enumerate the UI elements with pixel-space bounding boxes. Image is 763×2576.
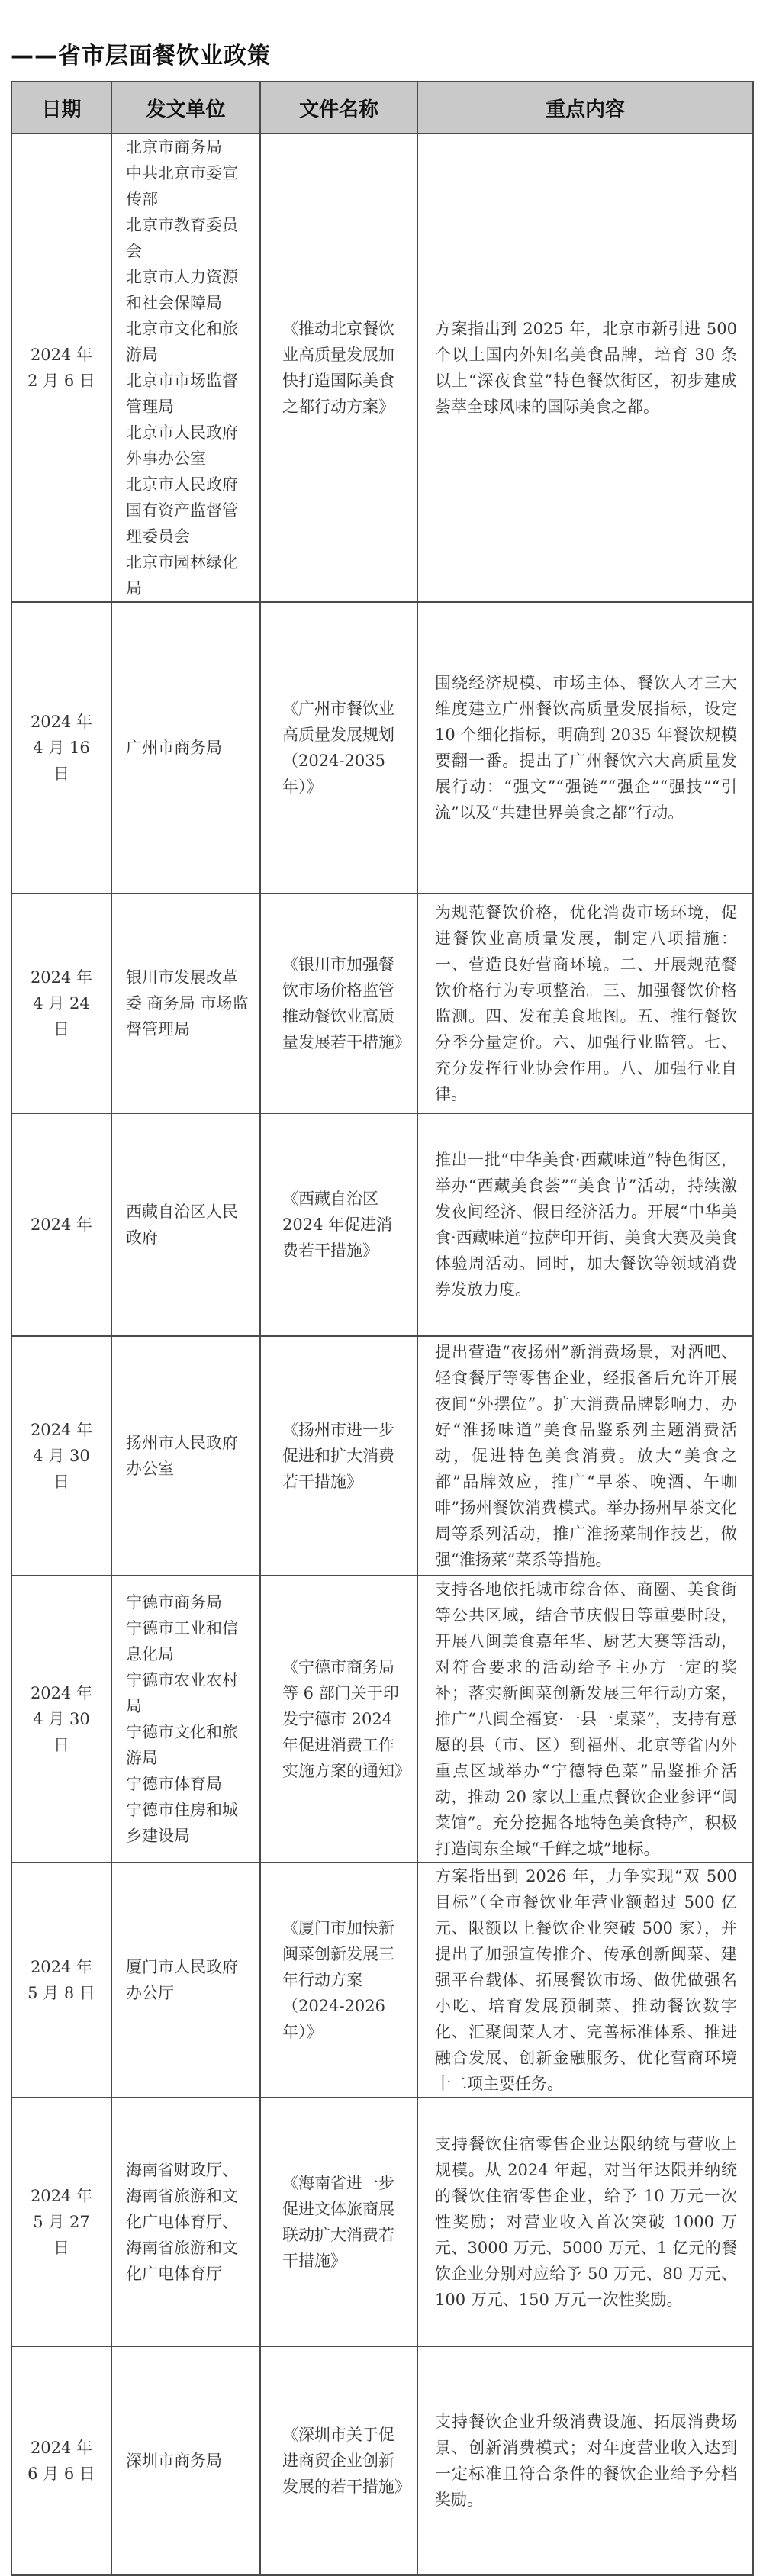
key-content-cell: 为规范餐饮价格，优化消费市场环境，促进餐饮业高质量发展，制定八项措施：一、营造良好营商环境。二、开展规范餐饮价格行为专项整治。三、加强餐饮价格监测。四、发布美食地图。五、推行餐饮分季分量定价。六、加强行业监管。七、充分发挥行业协会作用。八、加强行业自律。: [417, 894, 753, 1113]
issuer-cell: [111, 2098, 260, 2346]
key-content-cell: 支持各地依托城市综合体、商圈、美食街等公共区域，结合节庆假日等重要时段，开展八闽美食嘉年华、厨艺大赛等活动，对符合要求的活动给予主办方一定的奖补；落实新闽菜创新发展三年行动方案，推广“八闽全福宴·一县一桌菜”，支持有意愿的县（市、区）到福州、北京等省内外重点区域举办“宁德特色菜”品鉴推介活动，推动 20 家以上重点餐饮企业参评“闽菜馆”。充分挖掘各地特色美食特产，积极打造闽东全域“千鲜之城”地标。: [417, 1576, 753, 1863]
date-cell: 2024 年: [11, 1113, 111, 1336]
issuer-name: 宁德市商务局: [126, 1593, 222, 1612]
date-cell: 2024 年 4 月 16 日: [11, 602, 111, 894]
issuer-name: 宁德市农业农村局: [126, 1671, 238, 1715]
table-row: [11, 894, 753, 1113]
document-title-cell: 《扬州市进一步促进和扩大消费若干措施》: [260, 1336, 417, 1576]
date-cell: 2024 年 4 月 30 日: [11, 1336, 111, 1576]
table-row: [11, 1113, 753, 1336]
issuer-name: 银川市发展改革委 商务局 市场监督管理局: [126, 968, 249, 1038]
table-body: [11, 134, 753, 2575]
issuer-name: 宁德市住房和城乡建设局: [126, 1801, 238, 1845]
key-content-cell: 方案指出到 2025 年，北京市新引进 500 个以上国内外知名美食品牌，培育 30 条以上“深夜食堂”特色餐饮街区，初步建成荟萃全球风味的国际美食之都。: [417, 134, 753, 602]
issuer-name: 北京市文化和旅游局: [126, 320, 238, 364]
issuer-name: 北京市教育委员会: [126, 216, 238, 260]
key-content-cell: 支持餐饮企业升级消费设施、拓展消费场景、创新消费模式；对年度营业收入达到一定标准且符合条件的餐饮企业给予分档奖励。: [417, 2346, 753, 2575]
document-title-cell: 《推动北京餐饮业高质量发展加快打造国际美食之都行动方案》: [260, 134, 417, 602]
issuer-cell: [111, 1863, 260, 2098]
date-cell: 2024 年 2 月 6 日: [11, 134, 111, 602]
policy-table: [11, 81, 754, 2576]
key-content-cell: 支持餐饮住宿零售企业达限纳统与营收上规模。从 2024 年起，对当年达限并纳统的餐饮住宿零售企业，给予 10 万元一次性奖励；对营业收入首次突破 1000 万元、3000 万元、5000 万元、1 亿元的餐饮企业分别对应给予 50 万元、80 万元、100 万元、150 万元一次性奖励。: [417, 2098, 753, 2346]
date-cell: 2024 年 4 月 24 日: [11, 894, 111, 1113]
issuer-cell: [111, 134, 260, 602]
header-document: 文件名称: [260, 82, 417, 134]
issuer-name: 深圳市商务局: [126, 2452, 222, 2470]
table-row: [11, 1336, 753, 1576]
table-row: [11, 602, 753, 894]
issuer-cell: [111, 602, 260, 894]
document-title-cell: 《银川市加强餐饮市场价格监管 推动餐饮业高质量发展若干措施》: [260, 894, 417, 1113]
issuer-name: 北京市园林绿化局: [126, 553, 238, 597]
document-title-cell: 《深圳市关于促进商贸企业创新发展的若干措施》: [260, 2346, 417, 2575]
date-cell: 2024 年 4 月 30 日: [11, 1576, 111, 1863]
key-content-cell: 提出营造“夜扬州”新消费场景，对酒吧、轻食餐厅等零售企业，经报备后允许开展夜间“外摆位”。扩大消费品牌影响力，办好“淮扬味道”美食品鉴系列主题消费活动，促进特色美食消费。放大“美食之都”品牌效应，推广“早茶、晚酒、午咖啡”扬州餐饮消费模式。举办扬州早茶文化周等系列活动，推广淮扬菜制作技艺，做强“淮扬菜”菜系等措施。: [417, 1336, 753, 1576]
issuer-cell: [111, 2346, 260, 2575]
document-title-cell: 《海南省进一步促进文体旅商展联动扩大消费若干措施》: [260, 2098, 417, 2346]
date-cell: 2024 年 5 月 8 日: [11, 1863, 111, 2098]
issuer-name: 扬州市人民政府办公室: [126, 1434, 238, 1478]
table-row: [11, 1863, 753, 2098]
issuer-name: 宁德市体育局: [126, 1775, 222, 1793]
issuer-cell: [111, 894, 260, 1113]
issuer-name: 宁德市文化和旅游局: [126, 1723, 238, 1767]
header-content: 重点内容: [417, 82, 753, 134]
key-content-cell: 方案指出到 2026 年，力争实现“双 500 目标”（全市餐饮业年营业额超过 500 亿元、限额以上餐饮企业突破 500 家），并提出了加强宣传推介、传承创新闽菜、建强平台载体、拓展餐饮市场、做优做强名小吃、培育发展预制菜、推动餐饮数字化、汇聚闽菜人才、完善标准体系、推进融合发展、创新金融服务、优化营商环境十二项主要任务。: [417, 1863, 753, 2098]
issuer-name: 中共北京市委宣传部: [126, 164, 238, 208]
document-title-cell: 《西藏自治区 2024 年促进消费若干措施》: [260, 1113, 417, 1336]
table-row: [11, 1576, 753, 1863]
document-title-cell: 《厦门市加快新闽菜创新发展三年行动方案（2024-2026 年）》: [260, 1863, 417, 2098]
issuer-name: 厦门市人民政府办公厅: [126, 1958, 238, 2002]
table-row: [11, 2098, 753, 2346]
issuer-cell: [111, 1336, 260, 1576]
table-header-row: [11, 82, 753, 134]
table-row: [11, 134, 753, 602]
issuer-name: 西藏自治区人民政府: [126, 1203, 238, 1247]
issuer-cell: [111, 1113, 260, 1336]
issuer-name: 广州市商务局: [126, 739, 222, 757]
issuer-name: 北京市人力资源和社会保障局: [126, 268, 238, 312]
issuer-name: 北京市市场监督管理局: [126, 372, 238, 416]
document-title-cell: 《宁德市商务局等 6 部门关于印发宁德市 2024 年促进消费工作实施方案的通知》: [260, 1576, 417, 1863]
issuer-cell: [111, 1576, 260, 1863]
table-row: [11, 2346, 753, 2575]
date-cell: 2024 年 6 月 6 日: [11, 2346, 111, 2575]
header-issuer: 发文单位: [111, 82, 260, 134]
document-title-cell: 《广州市餐饮业高质量发展规划（2024-2035 年）》: [260, 602, 417, 894]
header-date: 日期: [11, 82, 111, 134]
issuer-name: 海南省财政厅、海南省旅游和文化广电体育厅、海南省旅游和文化广电体育厅: [126, 2161, 238, 2283]
issuer-name: 北京市人民政府国有资产监督管理委员会: [126, 475, 238, 546]
key-content-cell: 围绕经济规模、市场主体、餐饮人才三大维度建立广州餐饮高质量发展指标，设定 10 个细化指标，明确到 2035 年餐饮规模要翻一番。提出了广州餐饮六大高质量发展行动：“强文”“强链”“强企”“强技”“引流”以及“共建世界美食之都”行动。: [417, 602, 753, 894]
issuer-name: 北京市人民政府外事办公室: [126, 423, 238, 468]
section-heading: ——省市层面餐饮业政策: [11, 43, 271, 69]
key-content-cell: 推出一批“中华美食·西藏味道”特色街区，举办“西藏美食荟”“美食节”活动，持续激发夜间经济、假日经济活力。开展“中华美食·西藏味道”拉萨印开街、美食大赛及美食体验周活动。同时，加大餐饮等领域消费券发放力度。: [417, 1113, 753, 1336]
date-cell: 2024 年 5 月 27 日: [11, 2098, 111, 2346]
issuer-name: 北京市商务局: [126, 138, 222, 156]
issuer-name: 宁德市工业和信息化局: [126, 1619, 238, 1663]
